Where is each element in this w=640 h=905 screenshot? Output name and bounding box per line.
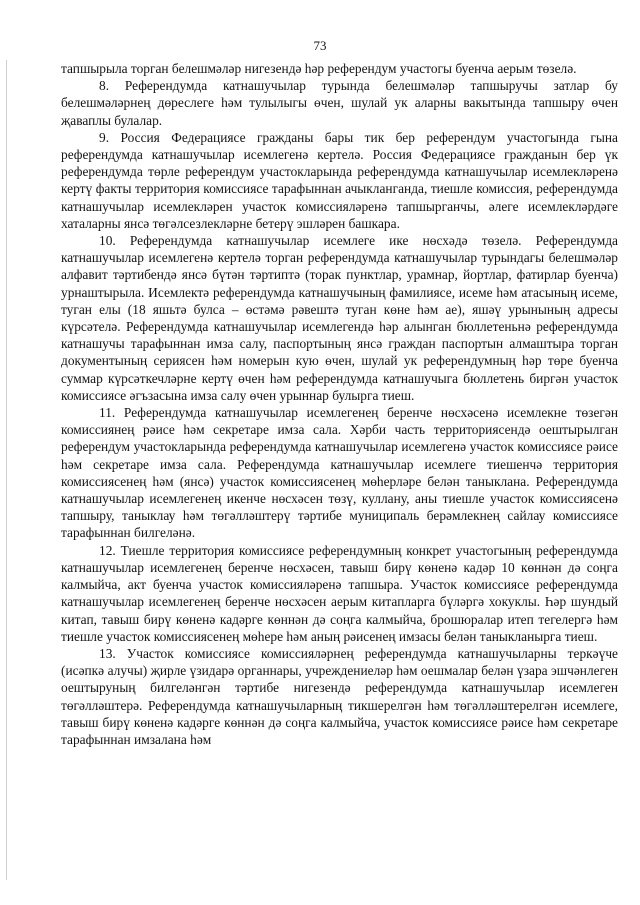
- paragraph-8: 8. Референдумда катнашучылар турында белешмәләр тапшыручы затлар бу белешмәләрнең дөреслеге һәм тулылыгы өчен, шулай ук аларны вакытында тапшыру өчен җаваплы булалар.: [61, 78, 618, 128]
- paragraph-12: 12. Тиешле территория комиссиясе референдумның конкрет участогының референдумда катнашучылар исемлегенең беренче нөсхәсен, тавыш бирү көненә кадәр 10 көннән дә соңга калмыйча, акт буенча участок комиссияләренә тапшыра. Участок комиссиясе референдумда катнашучылар исемлегенең беренче нөсхәсен аерым китапларга бүләргә хокуклы. Һәр шундый китап, тавыш бирү көненә кадәрге көннән дә соңга калмыйча, брошюралар итеп тегелергә һәм тиешле участок комиссиясенең мөһере һәм аның рәисенең имзасы белән таныкланырга тиеш.: [61, 542, 618, 644]
- paragraph-continuation: тапшырыла торган белешмәләр нигезендә һәр референдум участогы буенча аерым төзелә.: [61, 61, 577, 76]
- paragraph-9: 9. Россия Федерациясе гражданы бары тик бер референдум участогында гына референдумда катнашучылар исемлегенә кертелә. Россия Федерациясе гражданын бер үк референдумда төрле референдум участокларында референдумда катнашучылар исемлекләренә кертү факты территория комиссиясе тарафыннан ачыкланганда, тиешле комиссия, референдумда катнашучылар исемлекләрен участок комиссияләренә тапшырганчы, әлеге исемлекләрдәге хаталарны янсә төгәлсезлекләрне бетерү эшләрен башкара.: [61, 129, 618, 231]
- page-number: 73: [313, 38, 327, 53]
- left-margin-line: [6, 60, 7, 880]
- paragraph-10: 10. Референдумда катнашучылар исемлеге ике нөсхәдә төзелә. Референдумда катнашучылар исемлегенә кертелә торган референдумда катнашучылар турындагы белешмәләр алфавит тәртибендә янсә бүтән тәртиптә (торак пунктлар, урамнар, йортлар, фатирлар буенча) урнаштырыла. Исемлектә референдумда катнашучының фамилиясе, исеме һәм атасының исеме, туган елы (18 яшьтә булса – өстәмә рәвештә туган көне һәм ае), яшәү урынының адресы күрсәтелә. Референдумда катнашучылар исемлегендә һәр алынган бюллетеньнә референдумда катнашучы тарафыннан имза салу, паспортының янсә граждан паспортын алмаштыра торган документының сериясен һәм номерын кую өчен, шулай ук референдумның һәр төре буенча суммар күрсәткечләрне кертү өчен һәм референдумда катнашучыга бюллетень биргән участок комиссиясе әгъзасына имза салу өчен урыннар булырга тиеш.: [61, 233, 618, 403]
- document-body: [61, 60, 618, 748]
- paragraph-11: 11. Референдумда катнашучылар исемлегенең беренче нөсхәсенә исемлекне төзегән комиссиянең рәисе һәм секретаре имза сала. Хәрби часть территориясендә оештырылган референдум участокларында референдумда катнашучылар исемлегенә участок комиссиясе рәисе һәм секретаре имза сала. Референдумда катнашучылар исемлеге тиешенчә территория комиссиясенең һәм (янсә) участок комиссиясенең мөһерләре белән таныклана. Референдумда катнашучылар исемлегенең икенче нөсхәсен төзү, куллану, аны тиешле участок комиссиясенә тапшыру, таныклау һәм төгәлләштерү тәртибе муниципаль берәмлекнең сайлау комиссиясе тарафыннан билгеләнә.: [61, 405, 618, 541]
- paragraph-13: 13. Участок комиссиясе комиссияләрнең референдумда катнашучыларны теркәүче (исәпкә алучы) җирле үзидарә органнары, учреждениеләр һәм оешмалар белән үзара эшчәнлеген оештыруның билгеләнгән тәртибе нигезендә референдумда катнашучылар исемлеген төгәлләштерә. Референдумда катнашучыларның тикшерелгән һәм төгәлләштерелгән исемлеге, тавыш бирү көненә кадәрге көннән дә соңга калмыйча, участок комиссиясе рәисе һәм секретаре тарафыннан имзалана һәм: [61, 645, 618, 747]
